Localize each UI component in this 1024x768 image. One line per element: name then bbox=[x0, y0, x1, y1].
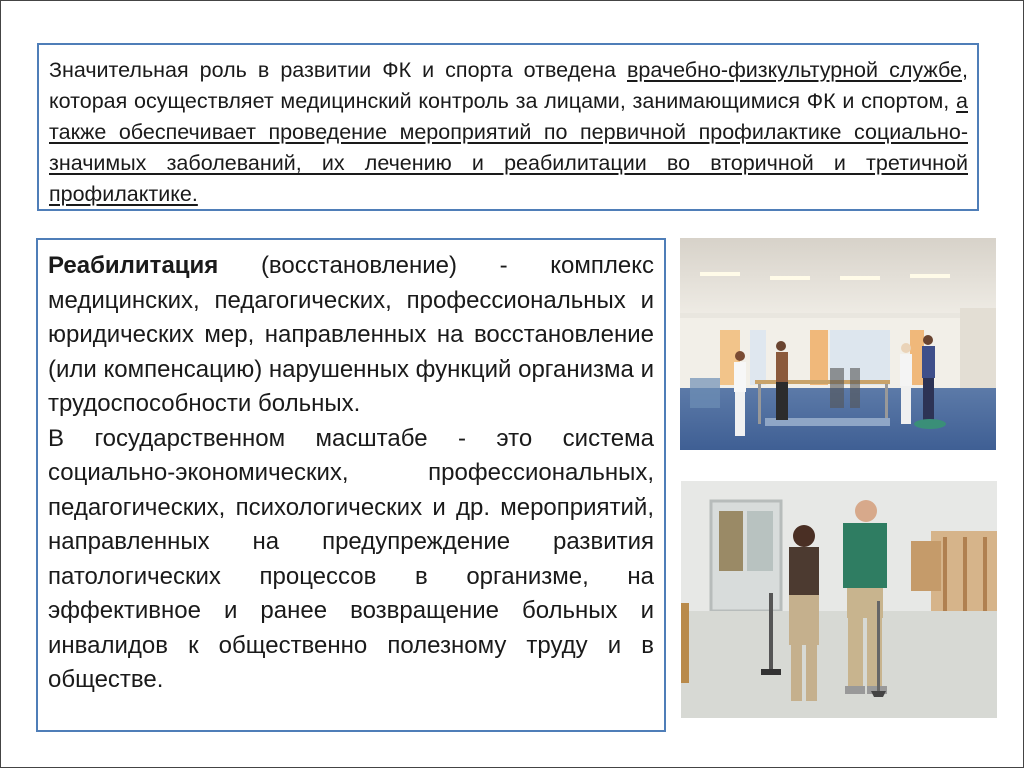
rehabilitation-definition-text: (восстановление) - комплекс медицинских, педагогических, профессиональных и юридических мер, направленных на восстановление (или компенсацию) нарушенных функций организма и трудоспособности больных. bbox=[48, 252, 654, 417]
intro-underlined-prevention: а также обеспечивает проведение мероприятий по первичной профилактике социально-значимых заболеваний, их лечению и реабилитации во вторичной и третичной профилактике. bbox=[49, 89, 968, 206]
intro-text-part2: , которая осуществляет медицинский контроль за лицами, занимающимися ФК и спортом, bbox=[49, 58, 968, 113]
rehabilitation-definition-box bbox=[36, 238, 666, 732]
state-scale-paragraph: В государственном масштабе - это система социально-экономических, профессиональных, педагогических, психологических и др. мероприятий, направленных на предупреждение развития патологических процессов в организме, на эффективное и ранее возвращение больных и инвалидов к общественно полезному труду и в обществе. bbox=[48, 424, 654, 693]
intro-underlined-service: врачебно-физкультурной службе bbox=[627, 58, 963, 82]
intro-text-part1: Значительная роль в развитии ФК и спорта отведена bbox=[49, 58, 627, 82]
rehabilitation-gym-photo bbox=[680, 238, 996, 450]
rehabilitation-definition bbox=[48, 249, 654, 422]
walking-assistance-photo bbox=[681, 481, 997, 718]
intro-text-box bbox=[37, 43, 979, 211]
rehabilitation-term: Реабилитация bbox=[48, 252, 219, 279]
